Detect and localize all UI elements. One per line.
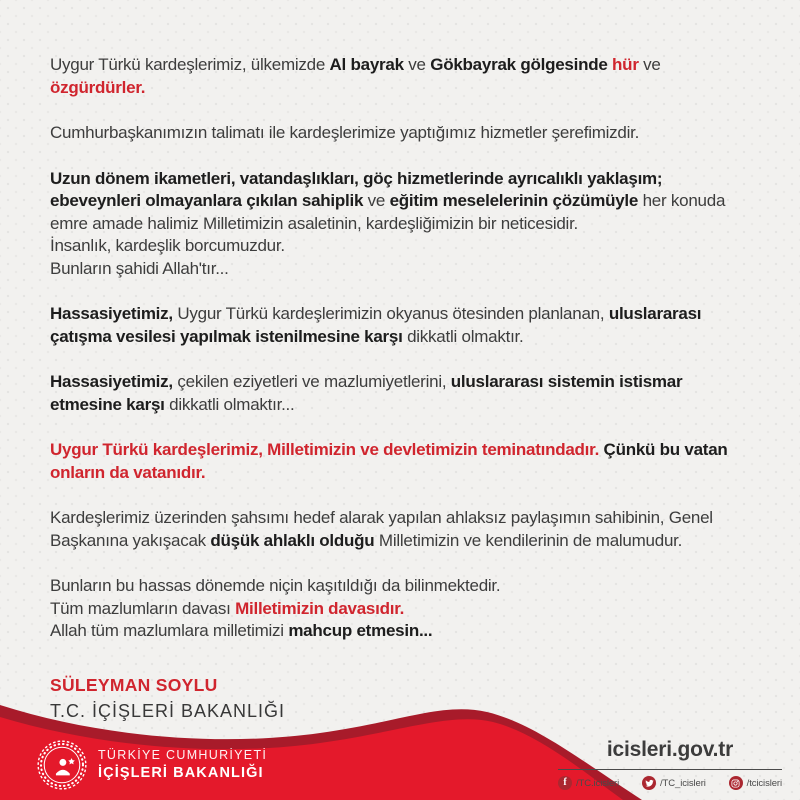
text-segment: onların da vatanıdır. [50,462,206,482]
text-segment: ve [638,55,661,74]
body-paragraph [50,54,756,99]
twitter-link[interactable] [642,776,706,790]
text-segment: eğitim meselelerinin çözümüyle [389,191,639,210]
text-segment: Milletimizin ve kendilerinin de malumudur. [374,530,683,550]
ministry-line2: İÇİŞLERİ BAKANLIĞI [98,764,264,781]
text-segment: Tüm mazlumların davası [50,598,236,618]
text-segment: Bunların bu hassas dönemde niçin kaşıtıldığı da bilinmektedir. [50,576,501,595]
text-segment: uluslararası sistemin istismar etmesine karşı [50,372,683,414]
text-segment: çekilen eziyetleri ve mazlumiyetlerini, [172,372,451,391]
text-segment: Uygur Türkü kardeşlerimizin okyanus ötesinden planlanan, [172,304,609,323]
text-segment: hür [612,55,639,74]
social-links-row [556,776,784,790]
text-segment: Uygur Türkü kardeşlerimiz, ülkemizde [50,55,330,74]
text-segment: düşük ahlaklı olduğu [210,530,375,550]
text-segment: Al bayrak [329,55,404,74]
body-paragraph [50,371,756,416]
text-segment: İnsanlık, kardeşlik borcumuzdur. [50,236,285,255]
text-segment: ve [363,191,390,210]
signature-name: SÜLEYMAN SOYLU [50,674,218,695]
text-segment: Hassasiyetimiz, [50,304,173,323]
website-url[interactable]: icisleri.gov.tr [606,738,734,761]
body-text [50,54,756,723]
text-segment: Uygur Türkü kardeşlerimiz, Milletimizin ve devletimizin teminatındadır. [50,440,600,459]
text-segment: Çünkü bu vatan [599,440,728,459]
footer-contact-block [556,738,784,790]
text-segment: mahcup etmesin... [288,621,433,640]
ministry-name [98,748,267,782]
facebook-link[interactable] [558,776,619,790]
twitter-icon [642,776,656,790]
body-paragraph [50,507,756,552]
instagram-link[interactable] [729,776,782,790]
body-paragraph [50,439,756,484]
body-paragraph [50,122,756,145]
text-segment: Allah tüm mazlumlara milletimizi [50,621,289,640]
body-paragraph [50,303,756,348]
text-segment: ve [403,55,431,74]
footer-divider [558,769,782,770]
text-segment: Uzun dönem ikametleri, vatandaşlıkları, göç hizmetlerinde ayrıcalıklı yaklaşım; ebeveynleri olmayanlara çıkılan sahiplik [50,168,663,210]
text-segment: Milletimizin davasıdır. [235,598,405,618]
signature-org: T.C. İÇİŞLERİ BAKANLIĞI [50,701,286,721]
text-segment: dikkatli olmaktır. [402,326,524,346]
facebook-handle: /TC.icisleri [576,777,620,789]
body-paragraph [50,575,756,643]
ministry-logo-block [36,739,267,791]
text-segment: her konuda emre amade halimiz Milletimizin asaletinin, kardeşliğimizin bir neticesidir. [50,191,726,233]
text-segment: Hassasiyetimiz, [50,372,173,391]
text-segment: uluslararası çatışma vesilesi yapılmak istenilmesine karşı [50,304,702,346]
text-segment: Gökbayrak gölgesinde [430,55,613,74]
ministry-line1: TÜRKİYE CUMHURİYETİ [98,748,268,763]
text-segment: dikkatli olmaktır... [164,394,295,414]
body-paragraph [50,168,756,281]
text-segment: Kardeşlerimiz üzerinden şahsımı hedef alarak yapılan ahlaksız paylaşımın sahibinin, Genel Başkanına yakışacak [50,508,713,550]
instagram-handle: /tcicisleri [746,777,782,789]
text-segment: Cumhurbaşkanımızın talimatı ile kardeşlerimize yaptığımız hizmetler şerefimizdir. [50,123,640,142]
text-segment: özgürdürler. [50,77,146,97]
instagram-icon [729,776,743,790]
text-segment: Bunların şahidi Allah'tır... [50,258,229,278]
ministry-seal-icon [36,739,88,791]
paragraph-list [50,54,756,643]
facebook-icon: f [558,776,572,790]
twitter-handle: /TC_icisleri [660,777,706,789]
